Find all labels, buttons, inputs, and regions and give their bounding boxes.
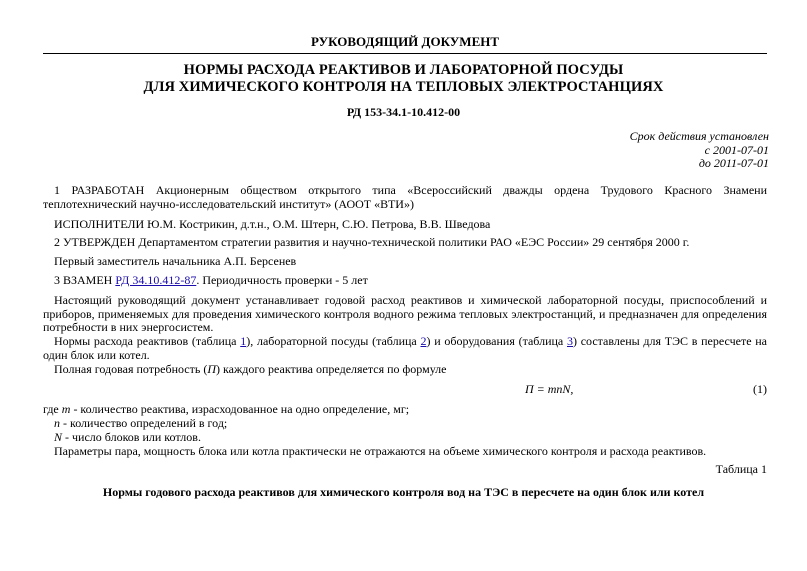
- replaced-paragraph: [54, 274, 368, 288]
- norms-text-b: ), лабораторной посуды (таблица: [246, 334, 421, 348]
- where-N-text: - число блоков или котлов.: [62, 430, 201, 444]
- where-N-line: [54, 431, 201, 445]
- table-label: Таблица 1: [715, 462, 767, 476]
- replaced-document-link[interactable]: РД 34.10.412-87: [115, 273, 197, 287]
- where-n-text: - количество определений в год;: [60, 416, 228, 430]
- norms-text-c: ) и оборудования (таблица: [426, 334, 567, 348]
- formula: П = mnN,: [525, 382, 574, 396]
- document-type-heading: РУКОВОДЯЩИЙ ДОКУМЕНТ: [43, 34, 767, 54]
- replaced-prefix: 3 ВЗАМЕН: [54, 273, 116, 287]
- approved-paragraph: 2 УТВЕРЖДЕН Департаментом стратегии развития и научно-технической политики РАО «ЕЭС России» 29 сентября 2000 г.: [54, 235, 690, 249]
- where-n-variable: n: [54, 416, 60, 430]
- intro-paragraph: Настоящий руководящий документ устанавливает годовой расход реактивов и химической лабораторной посуды, приспособлений и приборов, применяемых для проведения химического контроля водного режима тепловых электростанций, и предназначен для определения потребности в них энергосистем.: [43, 293, 767, 334]
- table-2-link[interactable]: 2: [420, 334, 427, 348]
- validity-label: Срок действия установлен: [629, 129, 769, 143]
- validity-block: [630, 130, 769, 171]
- norms-text-a: Нормы расхода реактивов (таблица: [54, 334, 241, 348]
- params-paragraph: Параметры пара, мощность блока или котла практически не отражаются на объеме химического контроля и расхода реактивов.: [54, 444, 707, 458]
- norms-text-d: ) составлены для ТЭС в пересчете на один блок или котел.: [43, 334, 767, 362]
- annual-need-paragraph: [54, 363, 446, 377]
- where-m-text: - количество реактива, израсходованное на одно определение, мг;: [70, 402, 410, 416]
- annual-variable: П: [207, 362, 217, 376]
- where-N-variable: N: [54, 430, 63, 444]
- where-prefix: где: [43, 402, 62, 416]
- developed-paragraph: 1 РАЗРАБОТАН Акционерным обществом открытого типа «Всероссийский дважды ордена Трудового Красного Знамени теплотехнический научно-исследовательский институт» (АООТ «ВТИ»): [43, 183, 767, 211]
- validity-to: до 2011-07-01: [698, 156, 769, 170]
- document-number: РД 153-34.1-10.412-00: [346, 105, 461, 119]
- replaced-suffix: . Периодичность проверки - 5 лет: [196, 273, 368, 287]
- document-title-line-1: НОРМЫ РАСХОДА РЕАКТИВОВ И ЛАБОРАТОРНОЙ ПОСУДЫ: [183, 62, 624, 78]
- executors-paragraph: ИСПОЛНИТЕЛИ Ю.М. Кострикин, д.т.н., О.М. Штерн, С.Ю. Петрова, В.В. Шведова: [54, 217, 491, 231]
- annual-text-a: Полная годовая потребность (: [54, 362, 208, 376]
- deputy-paragraph: Первый заместитель начальника А.П. Берсенев: [54, 254, 297, 268]
- table-caption: Нормы годового расхода реактивов для химического контроля вод на ТЭС в пересчете на один блок или котел: [102, 485, 705, 499]
- norms-paragraph: [43, 335, 767, 362]
- where-n-line: [54, 417, 227, 431]
- where-m-line: [43, 403, 409, 417]
- where-m-variable: m: [61, 402, 71, 416]
- table-1-link[interactable]: 1: [240, 334, 247, 348]
- formula-number: (1): [753, 382, 767, 396]
- annual-text-b: ) каждого реактива определяется по формуле: [216, 362, 447, 376]
- table-3-link[interactable]: 3: [566, 334, 573, 348]
- document-title-line-2: ДЛЯ ХИМИЧЕСКОГО КОНТРОЛЯ НА ТЕПЛОВЫХ ЭЛЕКТРОСТАНЦИЯХ: [143, 79, 664, 95]
- validity-from: с 2001-07-01: [704, 142, 769, 157]
